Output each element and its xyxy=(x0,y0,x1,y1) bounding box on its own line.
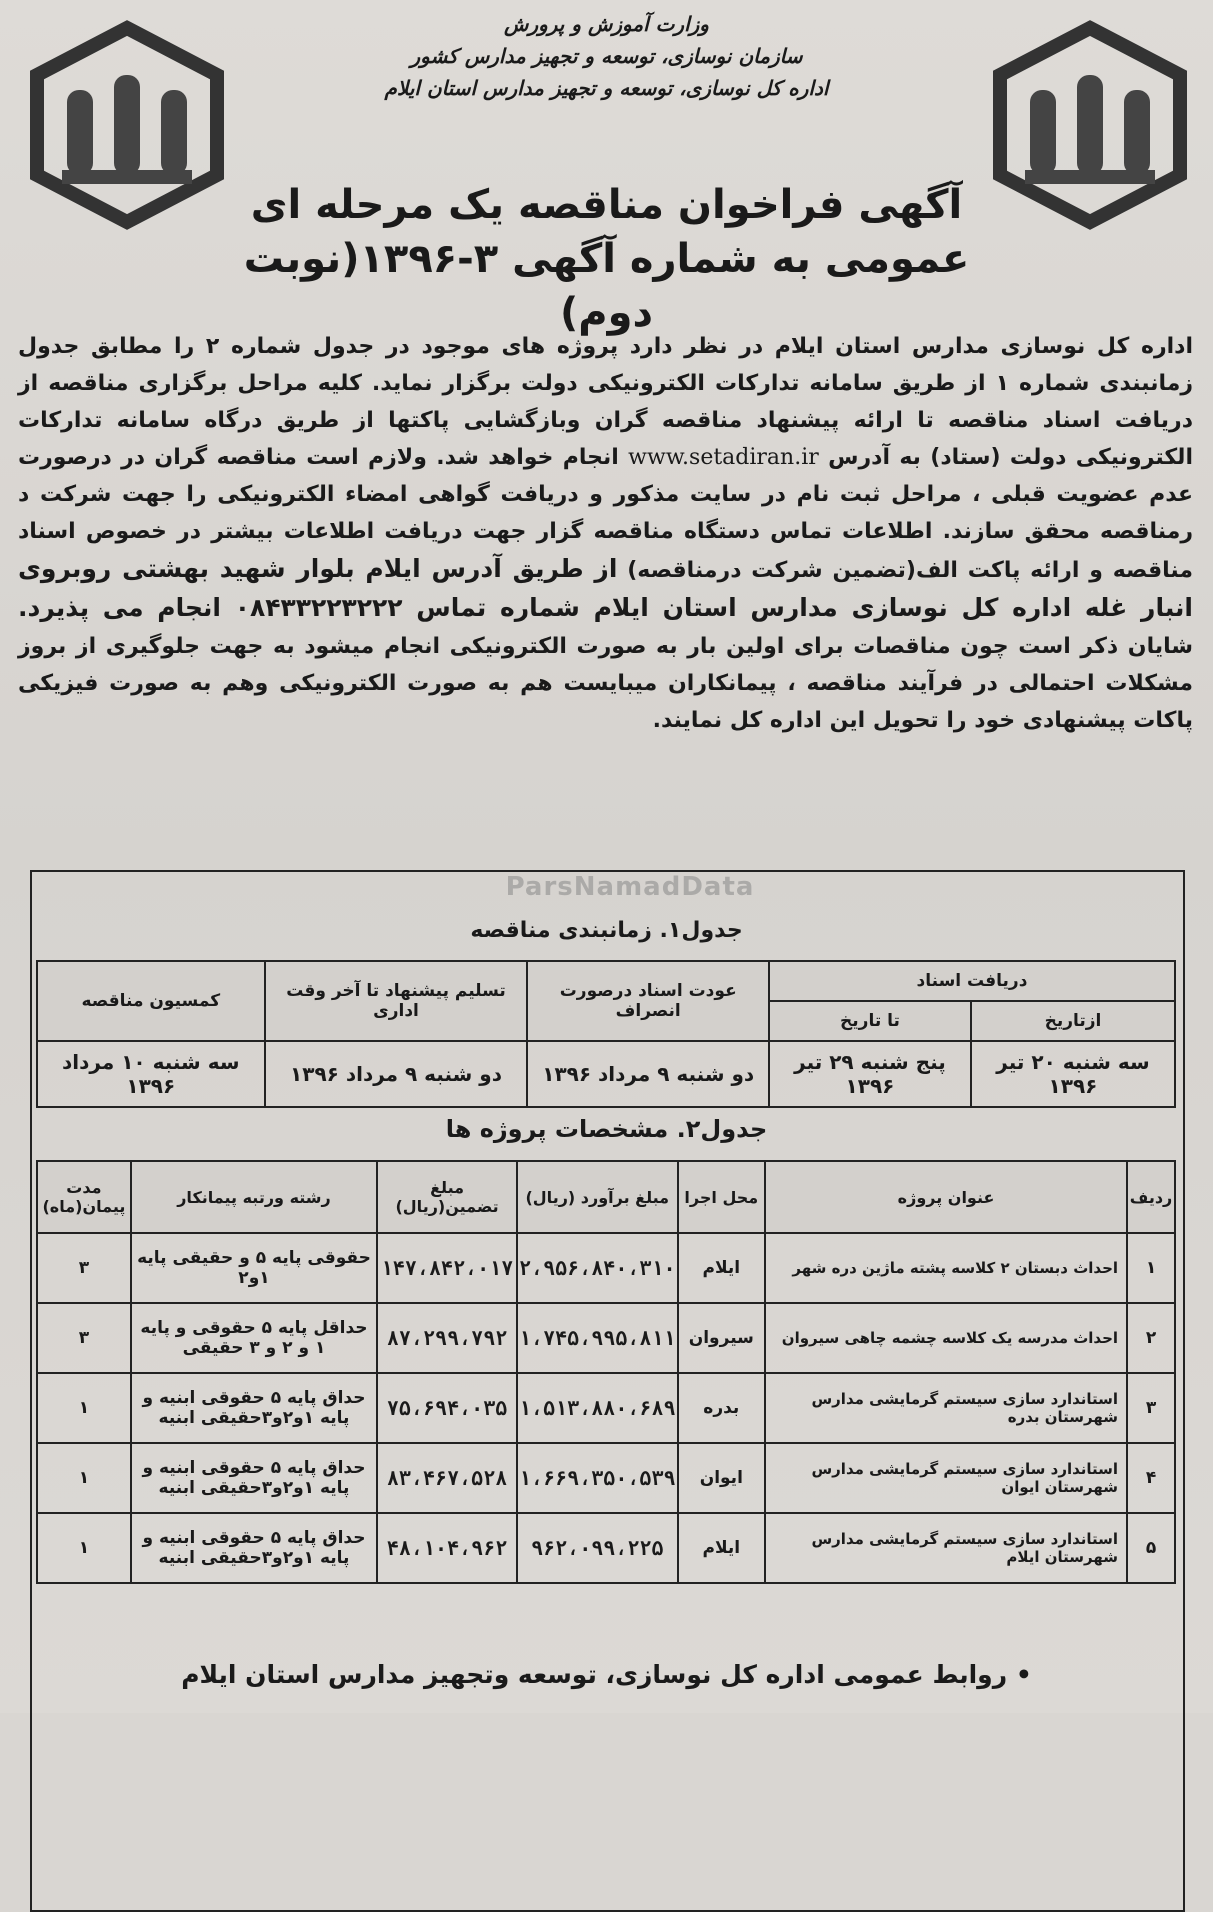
cell-grade: حقوقی پایه ۵ و حقیقی پایه ۱و۲ xyxy=(131,1233,377,1303)
table-row xyxy=(37,1373,1175,1443)
cell-guarantee: ۱۴۷،۸۴۲،۰۱۷ xyxy=(377,1233,517,1303)
cell-title: استاندارد سازی سیستم گرمایشی مدارس شهرستان ایلام xyxy=(765,1513,1127,1583)
th-grade: رشته ورتبه پیمانکار xyxy=(131,1161,377,1233)
body-paragraph-1: اداره کل نوسازی مدارس استان ایلام در نظر دارد پروژه های موجود در جدول شماره ۲ را مطابق جدول زمانبندی شماره ۱ از طریق سامانه تدارکات الکترونیکی دولت برگزار نماید. کلیه مراحل برگزاری مناقصه از دریافت اسناد مناقصه تا ارائه پیشنهاد مناقصه گران وبازگشایی پاکتها از طریق درگاه سامانه تدارکات الکترونیکی دولت (ستاد) به آدرس xyxy=(18,334,1194,470)
table-row xyxy=(37,1303,1175,1373)
th-place: محل اجرا xyxy=(678,1161,765,1233)
notice-title-2: عمومی به شماره آگهی ۳-۱۳۹۶(نوبت دوم) xyxy=(243,236,970,336)
cell-title: استاندارد سازی سیستم گرمایشی مدارس شهرستان ایوان xyxy=(765,1443,1127,1513)
cell-commission: سه شنبه ۱۰ مرداد ۱۳۹۶ xyxy=(37,1041,265,1107)
cell-estimate: ۱،۷۴۵،۹۹۵،۸۱۱ xyxy=(517,1303,678,1373)
th-guarantee: مبلغ تضمین(ریال) xyxy=(377,1161,517,1233)
cell-place: ایوان xyxy=(678,1443,765,1513)
cell-estimate: ۹۶۲،۰۹۹،۲۲۵ xyxy=(517,1513,678,1583)
th-commission: کمسیون مناقصه xyxy=(37,961,265,1041)
body-paragraph-4: شایان ذکر است چون مناقصات برای اولین بار به صورت الکترونیکی انجام میشود به جهت جلوگیری از بروز مشکلات احتمالی در فرآیند مناقصه ، پیمانکاران میبایست هم به صورت الکترونیکی وهم به صورت فیزیکی پاکات پیشنهادی خود را تحویل این اداره کل نمایند. xyxy=(18,634,1193,733)
cell-grade: حداق پایه ۵ حقوقی ابنیه و پایه ۱و۲و۳حقیقی ابنیه xyxy=(131,1443,377,1513)
th-to: تا تاریخ xyxy=(769,1001,971,1041)
cell-to: پنج شنبه ۲۹ تیر ۱۳۹۶ xyxy=(769,1041,971,1107)
cell-title: احداث دبستان ۲ کلاسه پشته ماژین دره شهر xyxy=(765,1233,1127,1303)
projects-table xyxy=(36,1160,1176,1584)
cell-return: دو شنبه ۹ مرداد ۱۳۹۶ xyxy=(527,1041,769,1107)
th-submit: تسلیم پیشنهاد تا آخر وقت اداری xyxy=(265,961,528,1041)
cell-guarantee: ۸۳،۴۶۷،۵۲۸ xyxy=(377,1443,517,1513)
notice-title-1: آگهی فراخوان مناقصه یک مرحله ای xyxy=(250,182,963,228)
watermark: ParsNamadData xyxy=(505,872,755,902)
footer-public-relations: • روابط عمومی اداره کل نوسازی، توسعه وتجهیز مدارس استان ایلام xyxy=(181,1660,1032,1689)
cell-place: بدره xyxy=(678,1373,765,1443)
table-row xyxy=(37,1233,1175,1303)
header xyxy=(260,8,953,104)
cell-place: سیروان xyxy=(678,1303,765,1373)
table-row xyxy=(37,1443,1175,1513)
th-return: عودت اسناد درصورت انصراف xyxy=(527,961,769,1041)
th-estimate: مبلغ برآورد (ریال) xyxy=(517,1161,678,1233)
header-line-2: سازمان نوسازی، توسعه و تجهیز مدارس کشور xyxy=(410,44,803,68)
cell-estimate: ۱،۵۱۳،۸۸۰،۶۸۹ xyxy=(517,1373,678,1443)
cell-guarantee: ۴۸،۱۰۴،۹۶۲ xyxy=(377,1513,517,1583)
table2-caption: جدول۲. مشخصات پروژه ها xyxy=(445,1115,768,1143)
th-duration: مدت پیمان(ماه) xyxy=(37,1161,131,1233)
cell-row: ۳ xyxy=(1127,1373,1175,1443)
cell-duration: ۱ xyxy=(37,1373,131,1443)
cell-duration: ۳ xyxy=(37,1303,131,1373)
th-from: ازتاریخ xyxy=(971,1001,1175,1041)
cell-row: ۴ xyxy=(1127,1443,1175,1513)
cell-guarantee: ۸۷،۲۹۹،۷۹۲ xyxy=(377,1303,517,1373)
cell-row: ۱ xyxy=(1127,1233,1175,1303)
cell-place: ایلام xyxy=(678,1233,765,1303)
ministry-logo-icon xyxy=(985,20,1195,230)
cell-submit: دو شنبه ۹ مرداد ۱۳۹۶ xyxy=(265,1041,528,1107)
cell-duration: ۱ xyxy=(37,1513,131,1583)
cell-estimate: ۱،۶۶۹،۳۵۰،۵۳۹ xyxy=(517,1443,678,1513)
cell-guarantee: ۷۵،۶۹۴،۰۳۵ xyxy=(377,1373,517,1443)
cell-duration: ۳ xyxy=(37,1233,131,1303)
address-contact: از طریق آدرس ایلام بلوار شهید بهشتی روبروی انبار غله اداره کل نوسازی مدارس استان ایلام شماره تماس ۰۸۴۳۳۲۲۳۲۲۲ انجام می پذیرد. xyxy=(18,554,1193,622)
cell-title: احداث مدرسه یک کلاسه چشمه چاهی سیروان xyxy=(765,1303,1127,1373)
th-receive-docs: دریافت اسناد xyxy=(769,961,1175,1001)
notice-body xyxy=(18,328,1193,739)
schedule-table xyxy=(36,960,1176,1108)
header-line-1: وزارت آموزش و پرورش xyxy=(504,12,709,36)
cell-grade: حداق پایه ۵ حقوقی ابنیه و پایه ۱و۲و۳حقیقی ابنیه xyxy=(131,1513,377,1583)
th-row: ردیف xyxy=(1127,1161,1175,1233)
website-link: www.setadiran.ir xyxy=(628,445,819,470)
cell-place: ایلام xyxy=(678,1513,765,1583)
cell-grade: حداقل پایه ۵ حقوقی و پایه ۱ و ۲ و ۳ حقیقی xyxy=(131,1303,377,1373)
th-title: عنوان پروژه xyxy=(765,1161,1127,1233)
body-paragraph-2: انجام خواهد شد. ولازم است مناقصه گران در درصورت عدم عضویت قبلی ، مراحل ثبت نام در سایت مذکور و دریافت گواهی امضاء الکترونیکی را جهت شرکت د رمناقصه محقق سازند. اطلاعات تماس دستگاه مناقصه گزار جهت دریافت اطلاعات بیشتر در خصوص اسناد مناقصه و ارائه پاکت الف(تضمین شرکت درمناقصه) xyxy=(18,445,1193,583)
cell-row: ۲ xyxy=(1127,1303,1175,1373)
cell-row: ۵ xyxy=(1127,1513,1175,1583)
table1-caption: جدول۱. زمانبندی مناقصه xyxy=(470,918,743,943)
header-line-3: اداره کل نوسازی، توسعه و تجهیز مدارس استان ایلام xyxy=(384,76,829,100)
cell-title: استاندارد سازی سیستم گرمایشی مدارس شهرستان بدره xyxy=(765,1373,1127,1443)
cell-estimate: ۲،۹۵۶،۸۴۰،۳۱۰ xyxy=(517,1233,678,1303)
cell-duration: ۱ xyxy=(37,1443,131,1513)
table-row xyxy=(37,1513,1175,1583)
cell-from: سه شنبه ۲۰ تیر ۱۳۹۶ xyxy=(971,1041,1175,1107)
cell-grade: حداق پایه ۵ حقوقی ابنیه و پایه ۱و۲و۳حقیقی ابنیه xyxy=(131,1373,377,1443)
